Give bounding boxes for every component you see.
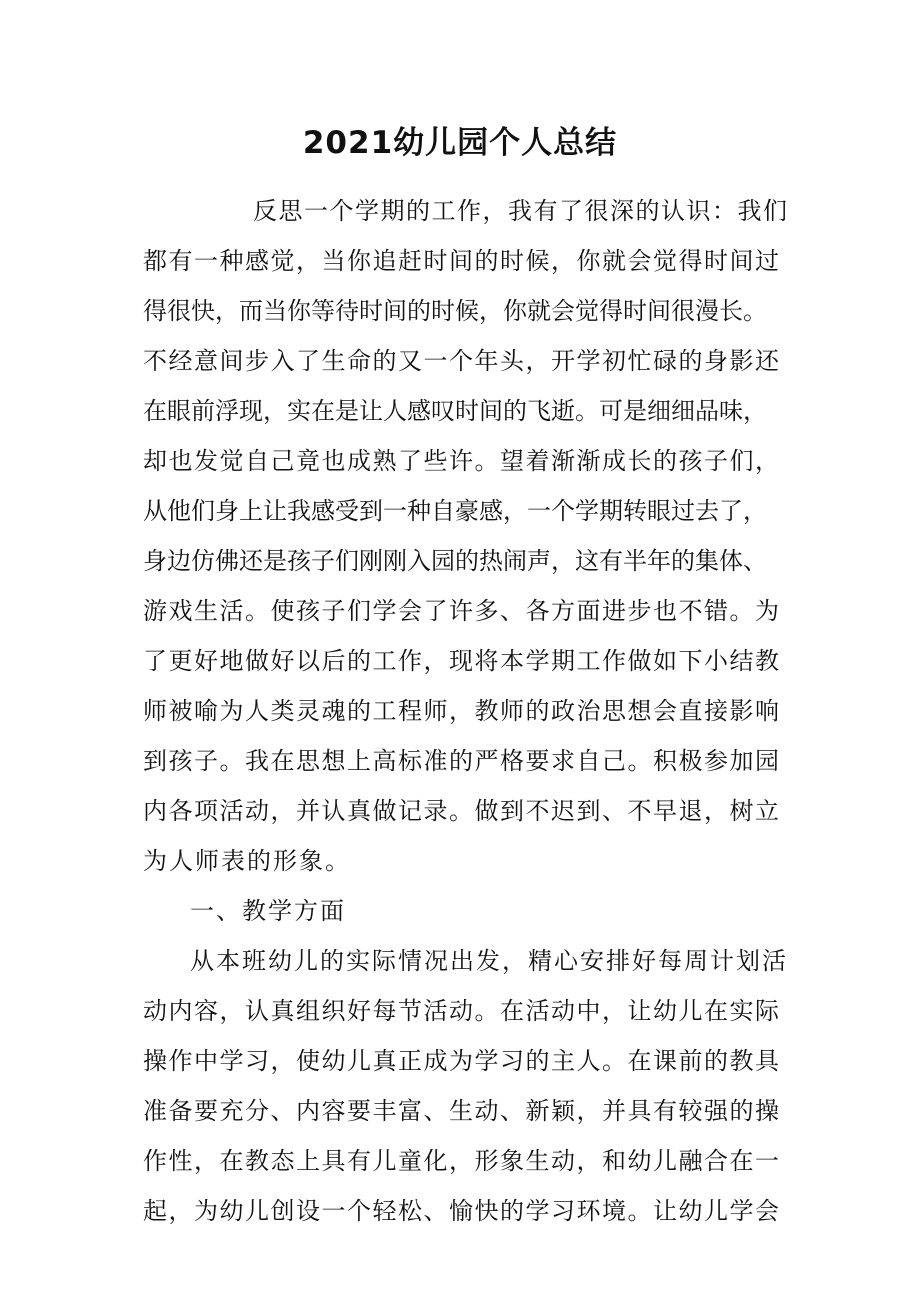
paragraph-line: 却也发觉自己竟也成熟了些许。望着渐渐成长的孩子们， bbox=[143, 447, 781, 475]
paragraph-line: 到孩子。我在思想上高标准的严格要求自己。积极参加园 bbox=[143, 747, 781, 775]
section-heading: 一、教学方面 bbox=[190, 897, 346, 925]
paragraph-line: 从他们身上让我感受到一种自豪感，一个学期转眼过去了， bbox=[143, 497, 767, 525]
paragraph-line: 起，为幼儿创设一个轻松、愉快的学习环境。让幼儿学会 bbox=[143, 1197, 781, 1225]
paragraph-line: 了更好地做好以后的工作，现将本学期工作做如下小结教 bbox=[143, 647, 781, 675]
document-title: 2021幼儿园个人总结 bbox=[302, 125, 618, 161]
paragraph-line: 为人师表的形象。 bbox=[143, 847, 351, 875]
paragraph-line: 不经意间步入了生命的又一个年头，开学初忙碌的身影还 bbox=[143, 347, 781, 375]
paragraph-line: 反思一个学期的工作，我有了很深的认识：我们 bbox=[253, 197, 789, 225]
paragraph-line: 准备要充分、内容要丰富、生动、新颖，并具有较强的操 bbox=[143, 1097, 781, 1125]
paragraph-line: 操作中学习，使幼儿真正成为学习的主人。在课前的教具 bbox=[143, 1047, 781, 1075]
paragraph-line: 得很快，而当你等待时间的时候，你就会觉得时间很漫长。 bbox=[143, 297, 767, 325]
paragraph-line: 身边仿佛还是孩子们刚刚入园的热闹声，这有半年的集体、 bbox=[143, 547, 767, 575]
paragraph-line: 从本班幼儿的实际情况出发，精心安排好每周计划活 bbox=[190, 947, 788, 975]
paragraph-line: 游戏生活。使孩子们学会了许多、各方面进步也不错。为 bbox=[143, 597, 781, 625]
paragraph-line: 内各项活动，并认真做记录。做到不迟到、不早退，树立 bbox=[143, 797, 781, 825]
paragraph-line: 师被喻为人类灵魂的工程师，教师的政治思想会直接影响 bbox=[143, 697, 781, 725]
paragraph-line: 在眼前浮现，实在是让人感叹时间的飞逝。可是细细品味， bbox=[143, 397, 767, 425]
paragraph-line: 都有一种感觉，当你追赶时间的时候，你就会觉得时间过 bbox=[143, 247, 781, 275]
paragraph-line: 动内容，认真组织好每节活动。在活动中，让幼儿在实际 bbox=[143, 997, 781, 1025]
paragraph-line: 作性，在教态上具有儿童化，形象生动，和幼儿融合在一 bbox=[143, 1147, 781, 1175]
